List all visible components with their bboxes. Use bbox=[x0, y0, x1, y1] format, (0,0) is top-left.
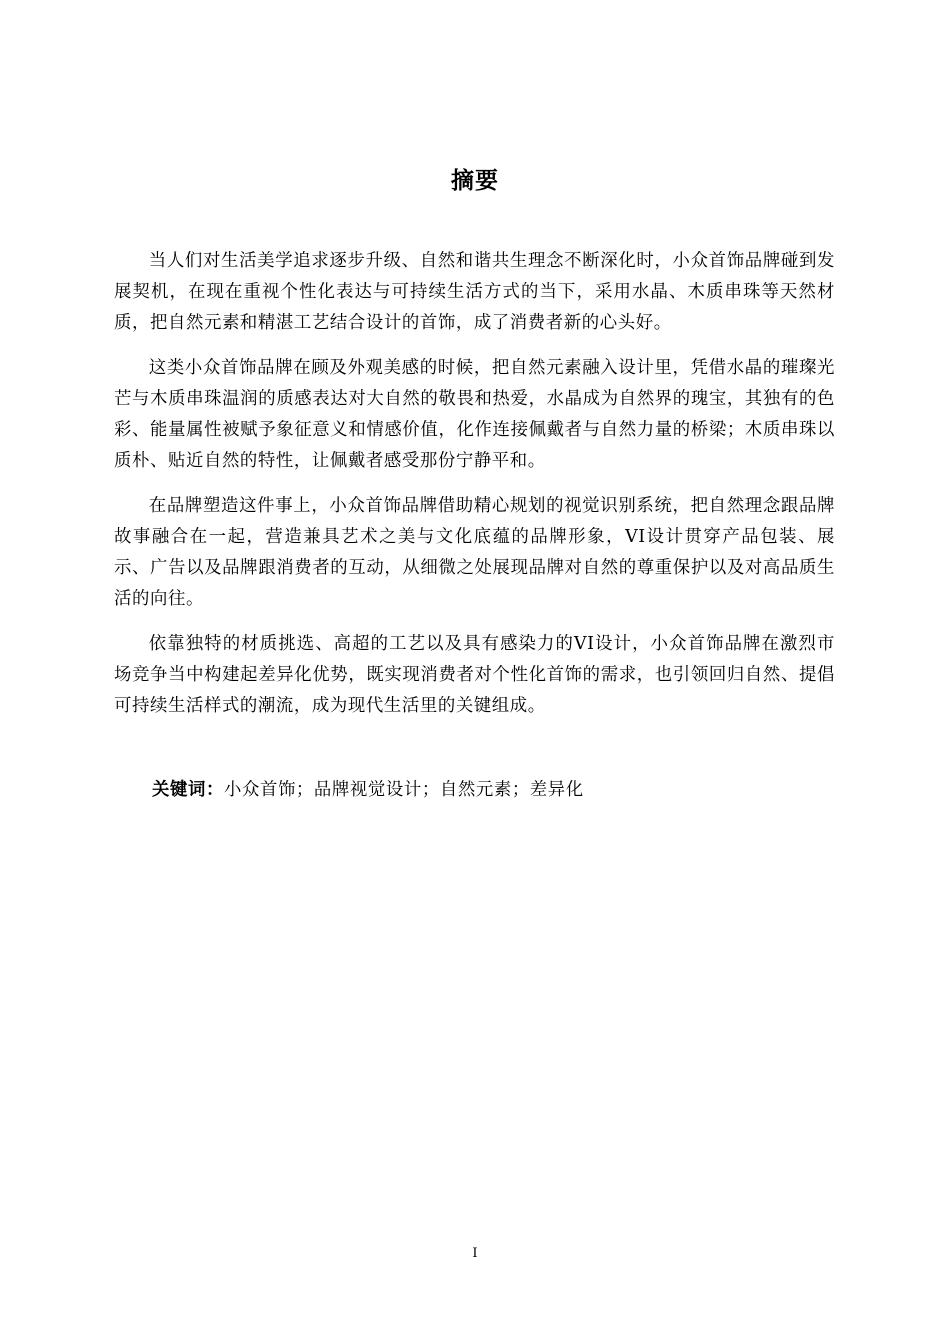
keywords-line bbox=[152, 775, 584, 805]
keywords-label: 关键词： bbox=[152, 780, 224, 800]
abstract-paragraph-3: 在品牌塑造这件事上，小众首饰品牌借助精心规划的视觉识别系统，把自然理念跟品牌故事融合在一起，营造兼具艺术之美与文化底蕴的品牌形象，VI设计贯穿产品包装、展示、广告以及品牌跟消费者的互动，从细微之处展现品牌对自然的尊重保护以及对高品质生活的向往。 bbox=[114, 496, 835, 609]
abstract-body bbox=[114, 246, 835, 736]
abstract-paragraph-1: 当人们对生活美学追求逐步升级、自然和谐共生理念不断深化时，小众首饰品牌碰到发展契机，在现在重视个性化表达与可持续生活方式的当下，采用水晶、木质串珠等天然材质，把自然元素和精湛工艺结合设计的首饰，成了消费者新的心头好。 bbox=[114, 251, 835, 333]
abstract-paragraph-2: 这类小众首饰品牌在顾及外观美感的时候，把自然元素融入设计里，凭借水晶的璀璨光芒与木质串珠温润的质感表达对大自然的敬畏和热爱，水晶成为自然界的瑰宝，其独有的色彩、能量属性被赋予象征意义和情感价值，化作连接佩戴者与自然力量的桥梁；木质串珠以质朴、贴近自然的特性，让佩戴者感受那份宁静平和。 bbox=[114, 358, 835, 471]
abstract-paragraph-4: 依靠独特的材质挑选、高超的工艺以及具有感染力的VI设计，小众首饰品牌在激烈市场竞争当中构建起差异化优势，既实现消费者对个性化首饰的需求，也引领回归自然、提倡可持续生活样式的潮流，成为现代生活里的关键组成。 bbox=[114, 634, 835, 716]
page-number: I bbox=[472, 1246, 478, 1261]
keywords-value: 小众首饰；品牌视觉设计；自然元素；差异化 bbox=[223, 780, 584, 800]
page-title: 摘要 bbox=[451, 168, 499, 194]
